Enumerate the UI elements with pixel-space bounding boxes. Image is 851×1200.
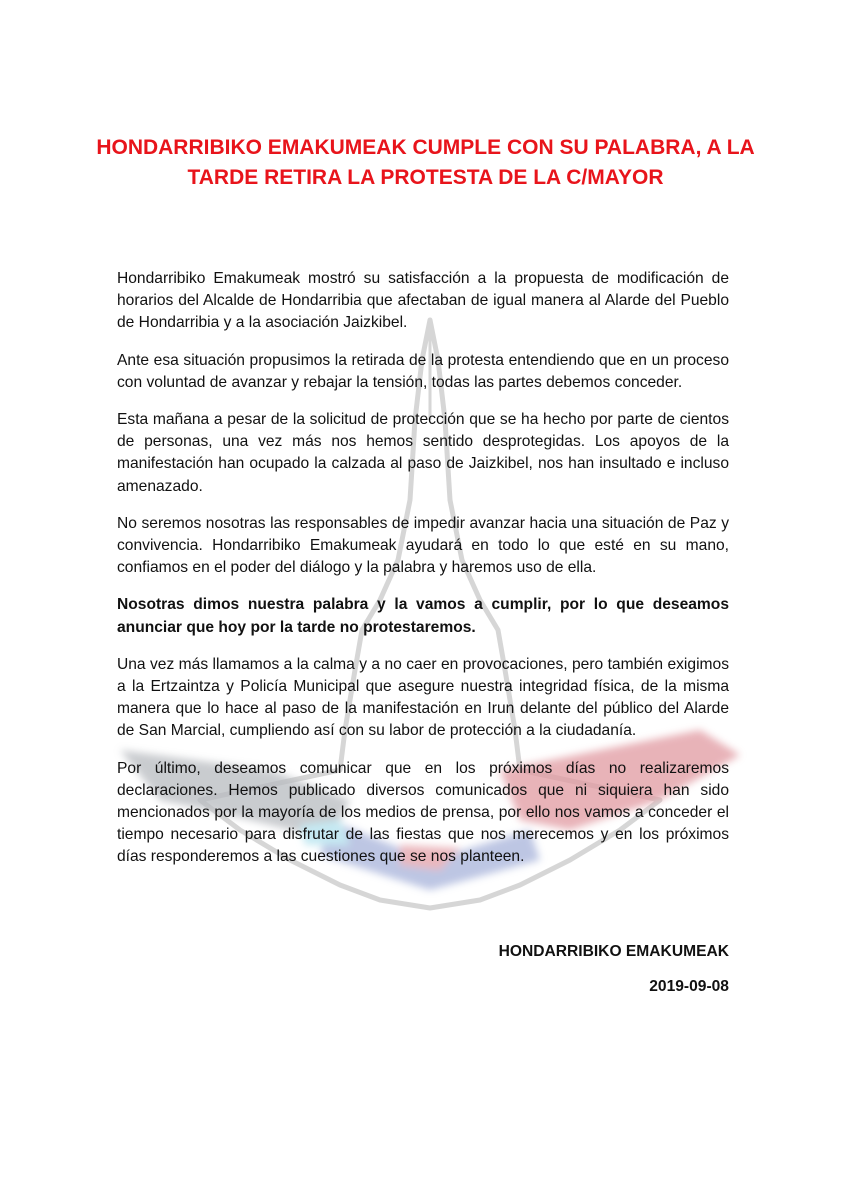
paragraph: Una vez más llamamos a la calma y a no caer en provocaciones, pero también exigimos a la Ertzaintza y Policía Municipal que asegure nuestra integridad física, de la misma manera que lo hace al paso de la manifestación en Irun delante del público del Alarde de San Marcial, cumpliendo así con su labor de protección a la ciudadanía.: [117, 655, 729, 740]
document-body: [117, 268, 729, 884]
paragraph: Hondarribiko Emakumeak mostró su satisfacción a la propuesta de modificación de horarios del Alcalde de Hondarribia que afectaban de igual manera al Alarde del Pueblo de Hondarribia y a la asociación Jaizkibel.: [117, 270, 729, 332]
signature: HONDARRIBIKO EMAKUMEAK: [498, 943, 729, 960]
paragraph: Por último, deseamos comunicar que en los próximos días no realizaremos declaraciones. Hemos publicado diversos comunicados que ni siquiera han sido mencionados por la mayoría de los medios de prensa, por ello nos vamos a conceder el tiempo necesario para disfrutar de las fiestas que nos merecemos y en los próximos días responderemos a las cuestiones que se nos planteen.: [117, 759, 729, 866]
paragraph: Esta mañana a pesar de la solicitud de protección que se ha hecho por parte de cientos de personas, una vez más nos hemos sentido desprotegidas. Los apoyos de la manifestación han ocupado la calzada al paso de Jaizkibel, nos han insultado e incluso amenazado.: [117, 411, 729, 495]
paragraph-bold: Nosotras dimos nuestra palabra y la vamos a cumplir, por lo que deseamos anunciar que hoy por la tarde no protestaremos.: [117, 596, 729, 636]
title-line-2: TARDE RETIRA LA PROTESTA DE LA C/MAYOR: [187, 166, 664, 189]
document-title: [60, 133, 791, 193]
document-date: 2019-09-08: [649, 978, 729, 995]
title-line-1: HONDARRIBIKO EMAKUMEAK CUMPLE CON SU PALABRA, A LA: [96, 136, 755, 159]
paragraph: Ante esa situación propusimos la retirada de la protesta entendiendo que en un proceso con voluntad de avanzar y rebajar la tensión, todas las partes debemos conceder.: [117, 351, 729, 391]
paragraph: No seremos nosotras las responsables de impedir avanzar hacia una situación de Paz y convivencia. Hondarribiko Emakumeak ayudará en todo lo que esté en su mano, confiamos en el poder del diálogo y la palabra y haremos uso de ella.: [117, 514, 729, 577]
